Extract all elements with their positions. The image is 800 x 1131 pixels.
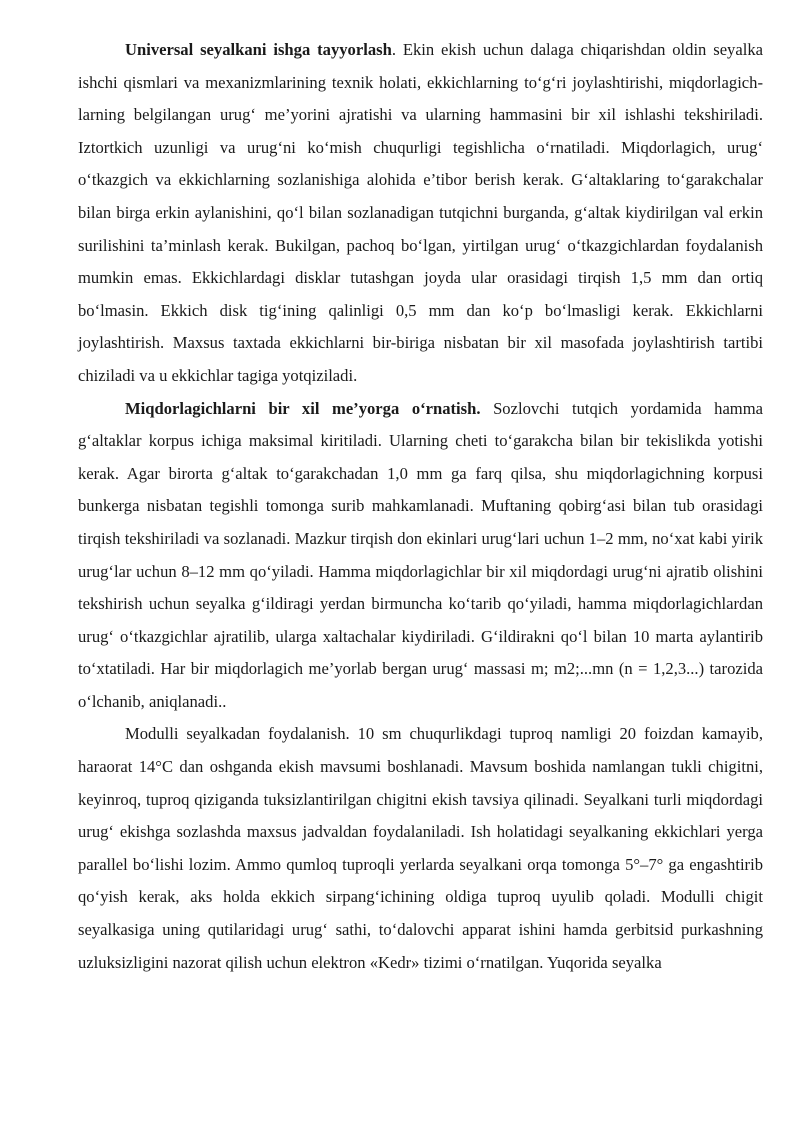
paragraph-heading: Universal seyalkani ishga tayyorlash (125, 40, 392, 59)
paragraph-heading: Miqdorlagichlarni bir xil me’yorga o‘rnatish. (125, 398, 481, 418)
paragraph-body: Sozlovchi tutqich yordamida hamma g‘altaklar korpus ichiga maksimal kiritiladi. Ularning cheti to‘garakcha bilan bir tekislikda yotishi kerak. Agar birorta g‘altak to‘garakchadan 1,0 mm ga farq qilsa, shu miqdorlagichning korpusi bunkerga nisbatan tegishli tomonga surib mahkamlanadi. Muftaning qobirg‘asi bilan tub orasidagi tirqish tekshiriladi va sozlanadi. Mazkur tirqish don ekinlari urug‘lari uchun 1–2 mm, no‘xat kabi yirik urug‘lar uchun 8–12 mm qo‘yiladi. Hamma miqdorlagichlar bir xil miqdordagi urug‘ni ajratib olishini tekshirish uchun seyalka g‘ildiragi yerdan birmuncha ko‘tarib qo‘yiladi, hamma miqdorlagichlardan urug‘ o‘tkazgichlar ajratilib, ularga xaltachalar kiydiriladi. G‘ildirakni qo‘l bilan 10 marta aylantirib to‘xtatiladi. Har bir miqdorlagich me’yorlab bergan urug‘ massasi m; m2;...mn (n = 1,2,3...) tarozida o‘lchanib, aniqlanadi.. (78, 398, 763, 711)
paragraph-modulli-seyalka (78, 718, 763, 979)
paragraph-body: . Ekin ekish uchun dalaga chiqarishdan oldin seyalka ishchi qismlari va mexanizmlarining texnik holati, ekkichlarning to‘g‘ri joylashtirishi, miqdorlagich-larning belgilangan urug‘ me’yorini ajratishi va ularning hammasini bir xil ishlashi tekshiriladi. Iztortkich uzunligi va urug‘ni ko‘mish chuqurligi tegishlicha o‘rnatiladi. Miqdorlagich, urug‘ o‘tkazgich va ekkichlarning sozlanishiga alohida e’tibor berish kerak. G‘altaklaring to‘garakchalar bilan birga erkin aylanishini, qo‘l bilan sozlanadigan tutqichni burganda, g‘altak kiydirilgan val erkin surilishini ta’minlash kerak. Bukilgan, pachoq bo‘lgan, yirtilgan urug‘ o‘tkazgichlardan foydalanish mumkin emas. Ekkichlardagi disklar tutashgan joyda ular orasidagi tirqish 1,5 mm dan ortiq bo‘lmasin. Ekkich disk tig‘ining qalinligi 0,5 mm dan ko‘p bo‘lmasligi kerak. Ekkichlarni joylashtirish. Maxsus taxtada ekkichlarni bir-biriga nisbatan bir xil masofada joylashtirish tartibi chiziladi va u ekkichlar tagiga yotqiziladi. (78, 40, 763, 385)
paragraph-body: Modulli seyalkadan foydalanish. 10 sm chuqurlikdagi tuproq namligi 20 foizdan kamayib, haraorat 14°C dan oshganda ekish mavsumi boshlanadi. Mavsum boshida namlangan tukli chigitni, keyinroq, tuproq qiziganda tuksizlantirilgan chigitni ekish tavsiya qilinadi. Seyalkani turli miqdordagi urug‘ ekishga sozlashda maxsus jadvaldan foydalaniladi. Ish holatidagi seyalkaning ekkichlari yerga parallel bo‘lishi lozim. Ammo qumloq tuproqli yerlarda seyalkani orqa tomonga 5°–7° ga engashtirib qo‘yish kerak, aks holda ekkich sirpang‘ichining oldiga tuproq uyulib qoladi. Modulli chigit seyalkasiga uning qutilaridagi urug‘ sathi, to‘dalovchi apparat ishini hamda gerbitsid purkashning uzluksizligini nazorat qilish uchun elektron «Kedr» tizimi o‘rnatilgan. Yuqorida seyalka (78, 724, 763, 972)
paragraph-miqdorlagich (78, 393, 763, 719)
paragraph-universal-seyalka (78, 34, 763, 393)
document-page (78, 34, 763, 979)
